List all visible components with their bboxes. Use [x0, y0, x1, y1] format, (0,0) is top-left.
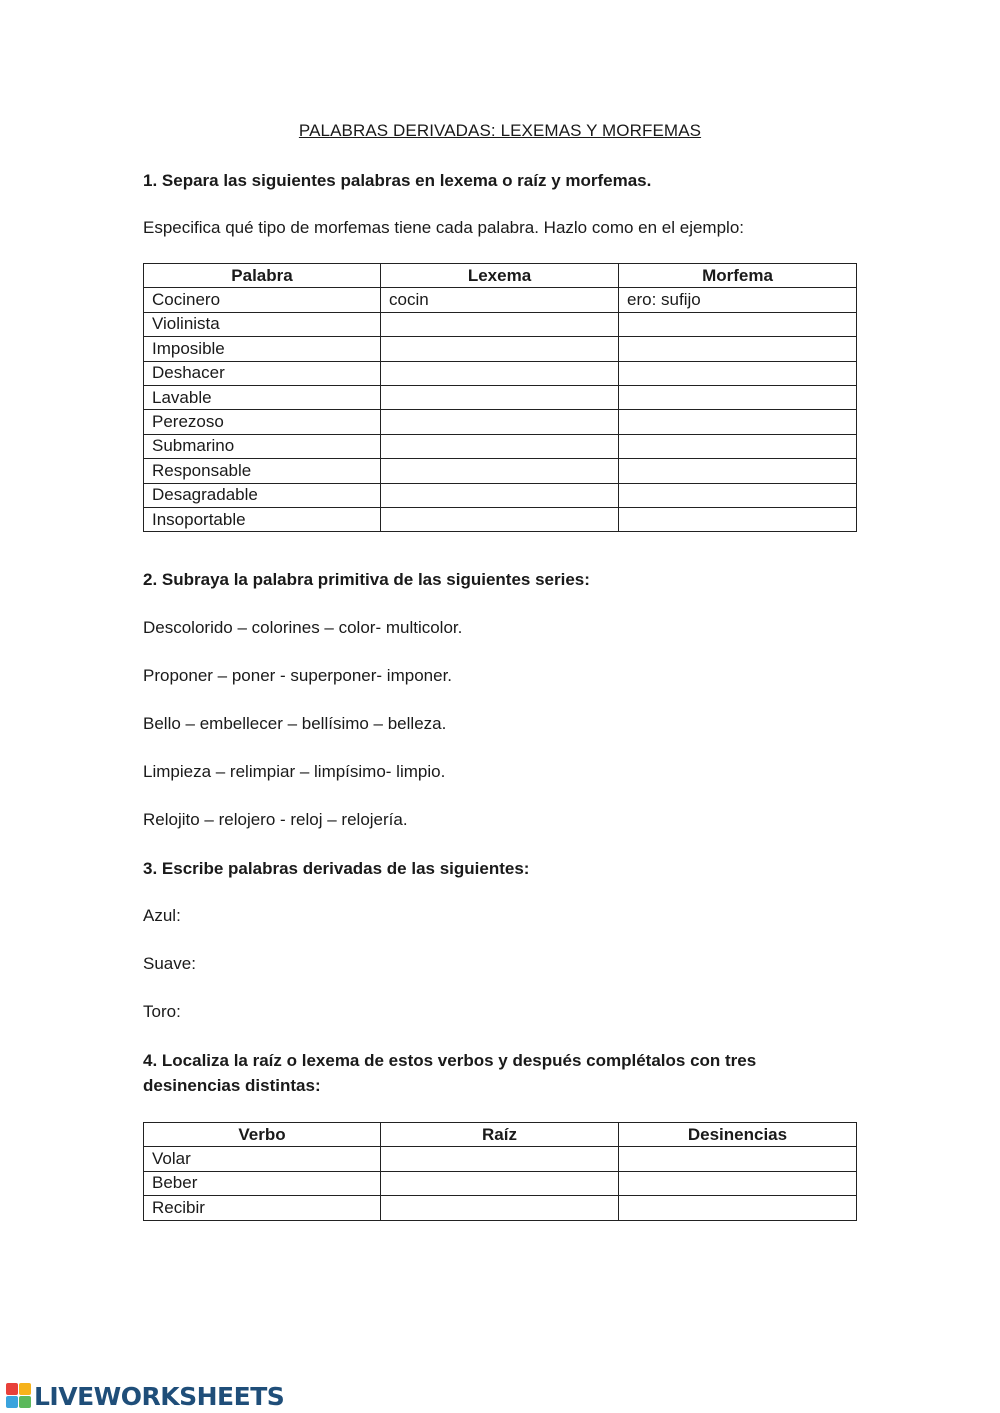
verb-table — [143, 1122, 857, 1221]
table-row — [144, 337, 857, 361]
word-cell: Violinista — [144, 312, 381, 336]
answer-cell[interactable] — [381, 1147, 619, 1171]
answer-cell[interactable] — [619, 337, 857, 361]
table-row — [144, 483, 857, 507]
table-row — [144, 1171, 857, 1195]
answer-cell[interactable] — [619, 1171, 857, 1195]
answer-cell[interactable] — [381, 483, 619, 507]
answer-cell[interactable] — [619, 483, 857, 507]
word-cell: Beber — [144, 1171, 381, 1195]
table-header-row — [144, 1123, 857, 1147]
answer-cell[interactable] — [619, 312, 857, 336]
table-row — [144, 507, 857, 531]
table-row — [144, 410, 857, 434]
answer-cell[interactable] — [619, 434, 857, 458]
word-prompt-suave: Suave: — [143, 954, 196, 973]
table-row — [144, 385, 857, 409]
section2-heading: 2. Subraya la palabra primitiva de las siguientes series: — [143, 570, 590, 589]
table-row — [144, 361, 857, 385]
answer-cell[interactable] — [381, 459, 619, 483]
section4-heading-line1: 4. Localiza la raíz o lexema de estos verbos y después complétalos con tres — [143, 1051, 757, 1070]
brand-name: LIVEWORKSHEETS — [34, 1381, 285, 1411]
series-line[interactable]: Proponer – poner - superponer- imponer. — [143, 666, 453, 685]
word-cell: Deshacer — [144, 361, 381, 385]
series-line[interactable]: Descolorido – colorines – color- multicolor. — [143, 618, 463, 637]
lexema-table — [143, 263, 857, 532]
answer-cell[interactable] — [619, 385, 857, 409]
table-row — [144, 459, 857, 483]
series-line[interactable]: Limpieza – relimpiar – limpísimo- limpio. — [143, 762, 446, 781]
answer-cell[interactable]: cocin — [381, 288, 619, 312]
answer-cell[interactable] — [619, 459, 857, 483]
column-header: Desinencias — [619, 1123, 857, 1147]
answer-cell[interactable] — [381, 1171, 619, 1195]
answer-cell[interactable] — [381, 410, 619, 434]
answer-cell[interactable]: ero: sufijo — [619, 288, 857, 312]
column-header: Verbo — [144, 1123, 381, 1147]
word-cell: Perezoso — [144, 410, 381, 434]
word-cell: Desagradable — [144, 483, 381, 507]
answer-cell[interactable] — [619, 410, 857, 434]
word-cell: Cocinero — [144, 288, 381, 312]
table-row — [144, 288, 857, 312]
word-cell: Imposible — [144, 337, 381, 361]
answer-cell[interactable] — [381, 361, 619, 385]
answer-cell[interactable] — [619, 1196, 857, 1220]
word-prompt-toro: Toro: — [143, 1002, 181, 1021]
answer-cell[interactable] — [381, 312, 619, 336]
table-row — [144, 434, 857, 458]
liveworksheets-logo — [6, 1381, 284, 1411]
word-cell: Lavable — [144, 385, 381, 409]
word-cell: Insoportable — [144, 507, 381, 531]
answer-cell[interactable] — [381, 337, 619, 361]
section4-heading-line2: desinencias distintas: — [143, 1076, 321, 1095]
series-line[interactable]: Bello – embellecer – bellísimo – belleza. — [143, 714, 447, 733]
answer-cell[interactable] — [381, 434, 619, 458]
word-cell: Submarino — [144, 434, 381, 458]
logo-blocks-icon — [6, 1383, 32, 1409]
word-cell: Responsable — [144, 459, 381, 483]
column-header: Lexema — [381, 264, 619, 288]
answer-cell[interactable] — [619, 507, 857, 531]
answer-cell[interactable] — [619, 361, 857, 385]
word-cell: Volar — [144, 1147, 381, 1171]
table-row — [144, 1196, 857, 1220]
word-prompt-azul: Azul: — [143, 906, 181, 925]
answer-cell[interactable] — [381, 1196, 619, 1220]
table-row — [144, 312, 857, 336]
word-cell: Recibir — [144, 1196, 381, 1220]
table-header-row — [144, 264, 857, 288]
column-header: Morfema — [619, 264, 857, 288]
answer-cell[interactable] — [381, 385, 619, 409]
column-header: Palabra — [144, 264, 381, 288]
lexema-table-body — [144, 288, 857, 532]
section3-heading: 3. Escribe palabras derivadas de las siguientes: — [143, 859, 530, 878]
section1-instruction: Especifica qué tipo de morfemas tiene cada palabra. Hazlo como en el ejemplo: — [143, 218, 745, 237]
answer-cell[interactable] — [619, 1147, 857, 1171]
verb-table-body — [144, 1147, 857, 1220]
series-line[interactable]: Relojito – relojero - reloj – relojería. — [143, 810, 408, 829]
table-row — [144, 1147, 857, 1171]
answer-cell[interactable] — [381, 507, 619, 531]
section1-heading: 1. Separa las siguientes palabras en lexema o raíz y morfemas. — [143, 171, 652, 190]
page-title: PALABRAS DERIVADAS: LEXEMAS Y MORFEMAS — [298, 121, 702, 140]
column-header: Raíz — [381, 1123, 619, 1147]
